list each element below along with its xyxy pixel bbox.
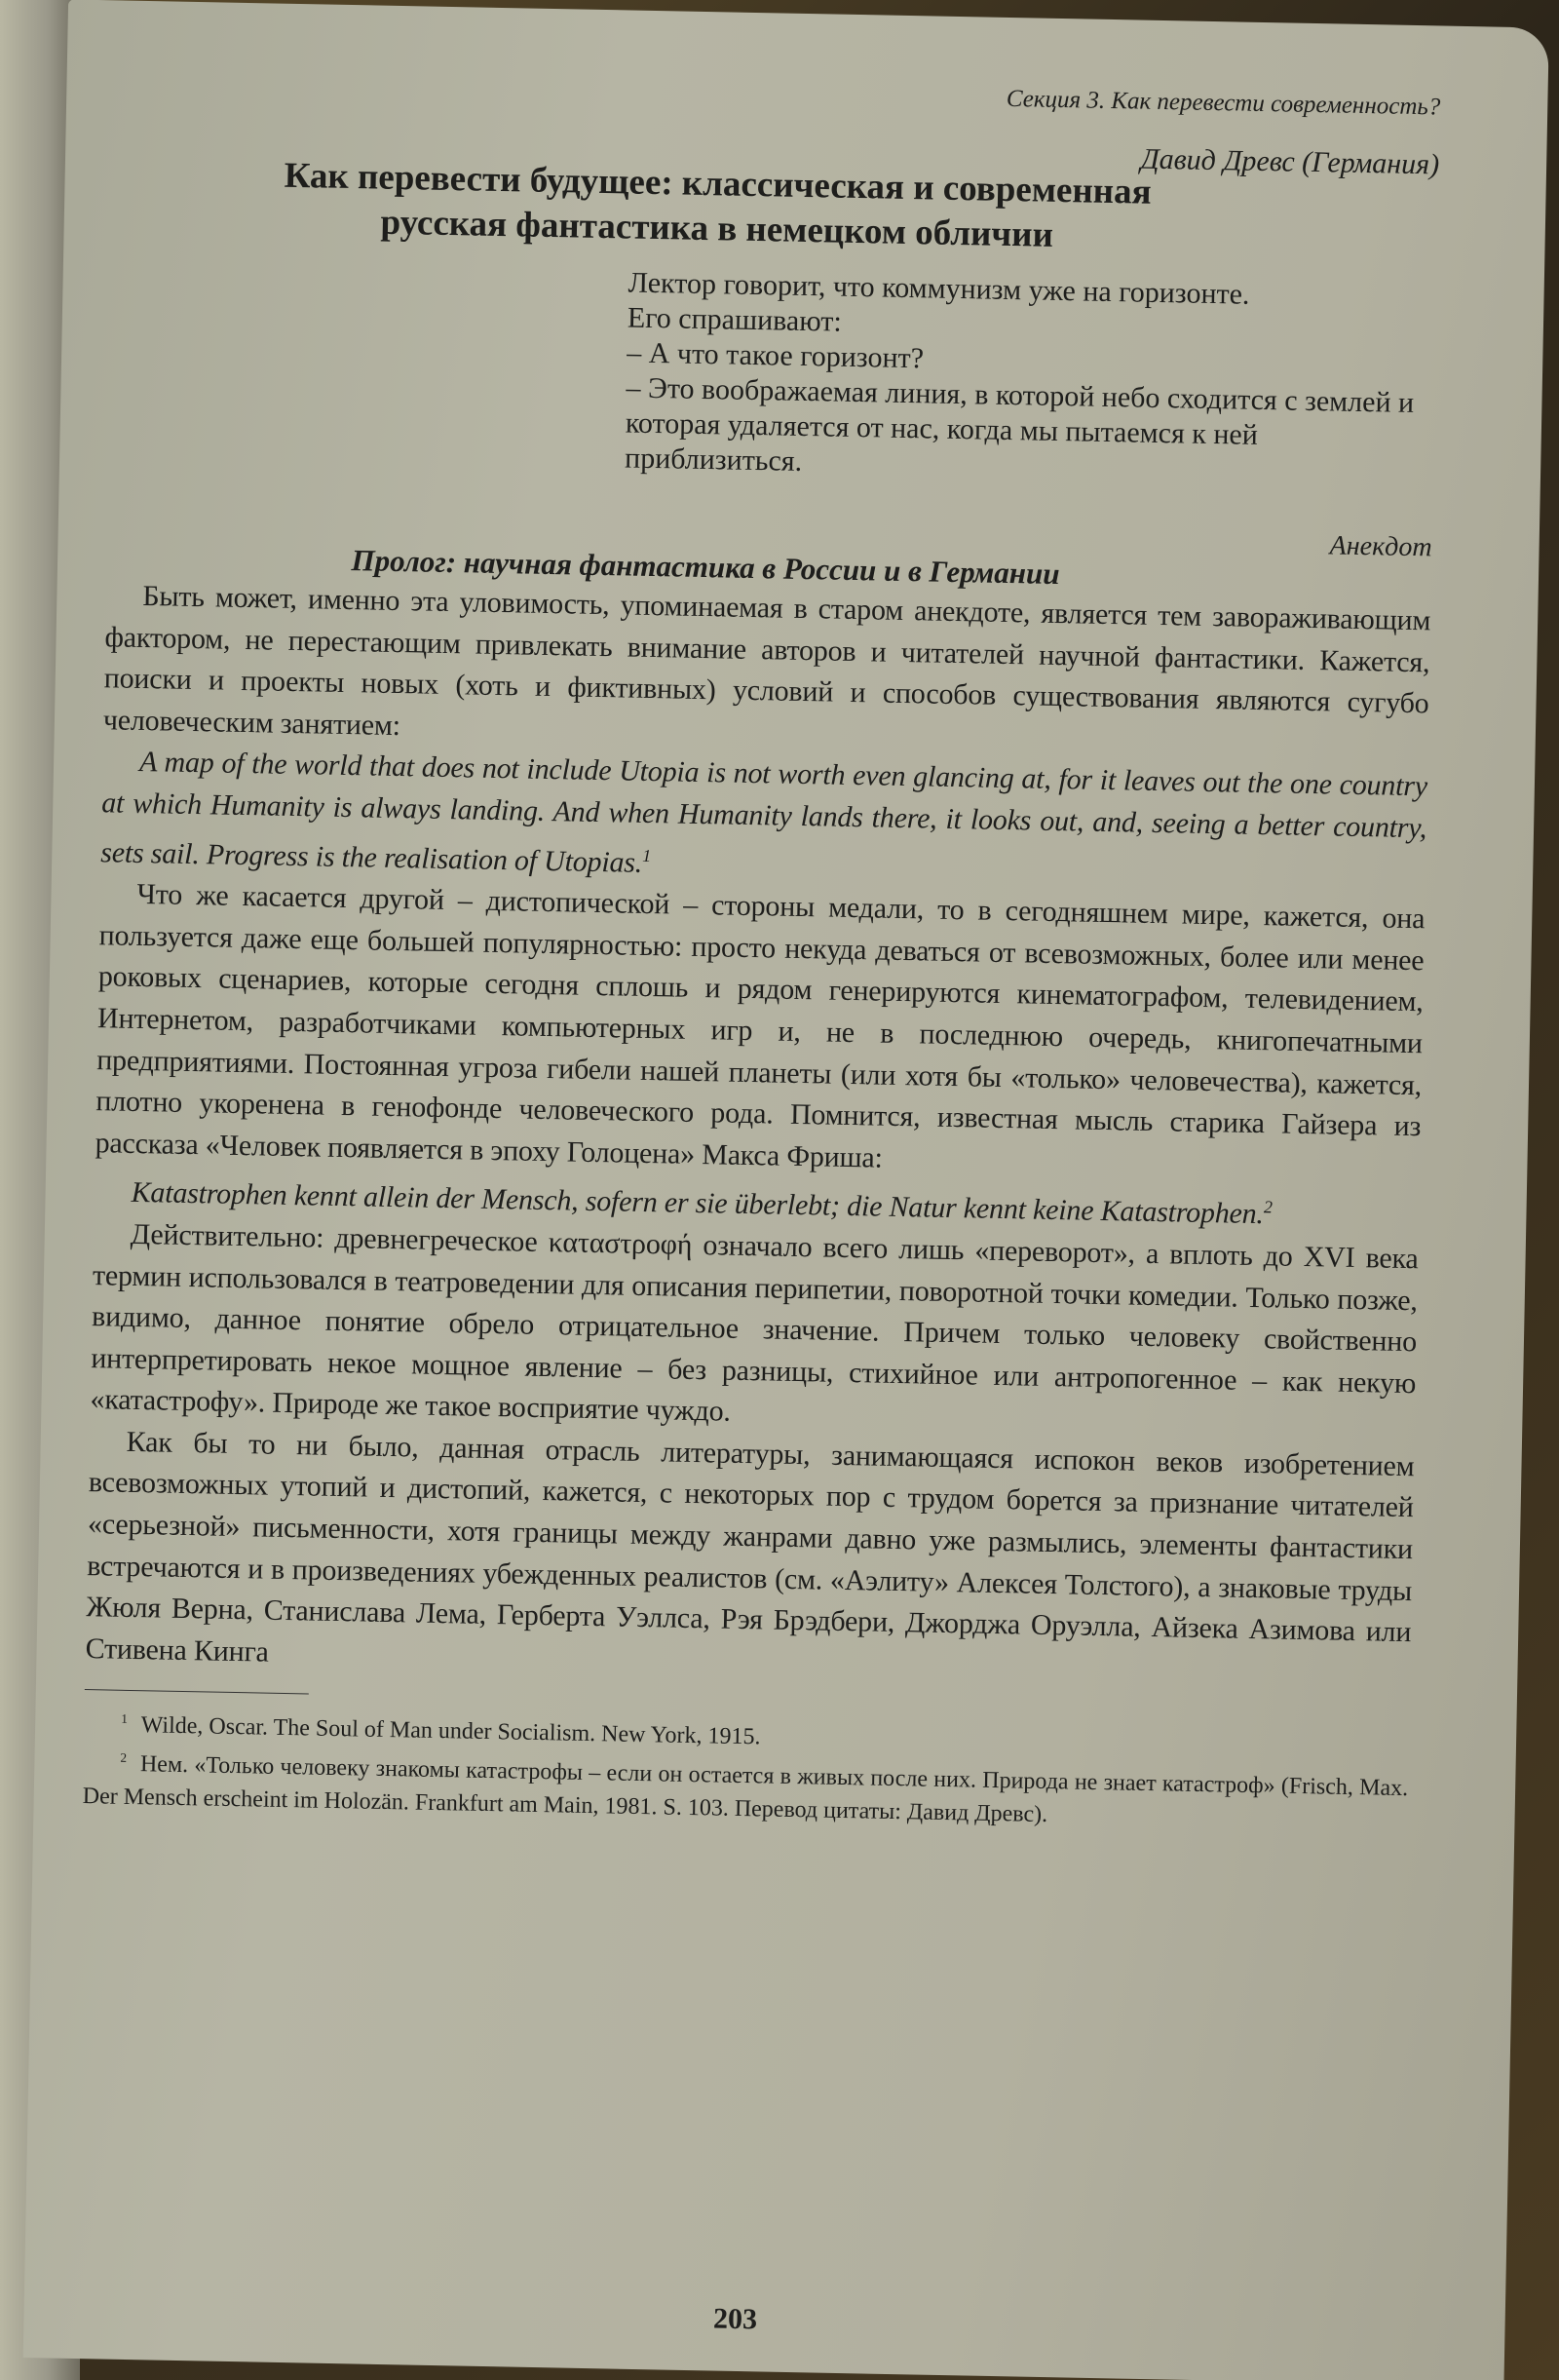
footnote-text: Wilde, Oscar. The Soul of Man under Socialism. New York, 1915.: [140, 1712, 761, 1750]
footnote-number: 2: [120, 1750, 128, 1766]
footnote-ref[interactable]: 1: [642, 845, 652, 865]
book-page: [23, 0, 1549, 2380]
section-title: Пролог: научная фантастика в России и в Германии: [351, 543, 1060, 592]
paragraph: Что же касается другой – дистопической – стороны медали, то в сегодняшнем мире, кажется, она пользуется даже еще большей популярностью: просто некуда деваться от всевозможных, более или менее роковых сценариев, которые сегодня сплошь и рядом генерируются кинематографом, телевидением, Интернетом, разработчиками компьютерных игр и, не в последнюю очередь, книгопечатными предприятиями. Постоянная угроза гибели нашей планеты (или хотя бы «только» человечества), кажется, плотно укоренена в генофонде человеческого рода. Помнится, известная мысль старика Гайзера из рассказа «Человек появляется в эпоху Голоцена» Макса Фриша:: [95, 878, 1426, 1174]
paragraph: Как бы то ни было, данная отрасль литературы, занимающаяся испокон веков изобретением всевозможных утопий и дистопий, кажется, с некоторых пор с трудом борется за признание читателей «серьезной» письменности, хотя границы между жанрами давно уже размылись, элементы фантастики встречаются и в произведениях убежденных реалистов (см. «Аэлиту» Алексея Толстого), а знаковые труды Жюля Верна, Станислава Лема, Герберта Уэллса, Рэя Брэдбери, Джорджа Оруэлла, Айзека Азимова или Стивена Кинга: [85, 1425, 1415, 1669]
epigraph-source: Анекдот: [1329, 530, 1432, 563]
author-name: Давид Древс (Германия): [1140, 142, 1440, 181]
footnote-text: Нем. «Только человеку знакомы катастрофы – если он остается в живых после них. Природа не знает катастроф» (Frisch, Max. Der Mensch erscheint im Holozän. Frankfurt am Main, 1981. S. 103. Перевод цитаты: Давид Древс).: [82, 1751, 1409, 1828]
epigraph-line: – Это воображаемая линия, в которой небо сходится с землей и которая удаляется от нас, когда мы пытаемся к ней приблизиться.: [624, 371, 1415, 478]
title-line: Как перевести будущее: классическая и современная: [284, 155, 1152, 212]
page-content: [82, 68, 1441, 2336]
epigraph-line: Его спрашивают:: [627, 301, 843, 338]
paragraph: Быть может, именно эта уловимость, упоминаемая в старом анекдоте, является тем завораживающим фактором, не перестающим привлекать внимание авторов и читателей научной фантастики. Кажется, поиски и проекты новых (хоть и фиктивных) условий и способов существования являются сугубо человеческим занятием:: [102, 579, 1431, 742]
footnote-divider: [85, 1689, 309, 1694]
footnote-ref[interactable]: 2: [1263, 1197, 1273, 1217]
quote-text: A map of the world that does not include Utopia is not worth even glancing at, for it leaves out the one country at which Humanity is always landing. And when Humanity lands there, it looks out, and, seeing a better country, sets sail. Progress is the realisation of Utopias.: [100, 746, 1428, 879]
footnote-number: 1: [121, 1711, 129, 1727]
epigraph-line: – А что такое горизонт?: [626, 336, 925, 375]
title-line: русская фантастика в немецком обличии: [380, 202, 1054, 255]
running-header: Секция 3. Как перевести современность?: [1006, 85, 1441, 121]
paragraph: Действительно: древнегреческое καταστροφή означало всего лишь «переворот», а вплоть до XVI века термин использовался в театроведении для описания перипетии, поворотной точки комедии. Только позже, видимо, данное понятие обрело отрицательное значение. Причем только человеку свойственно интерпретировать некое мощное явление – без разницы, стихийное или антропогенное – как некую «катастрофу». Природе же такое восприятие чуждо.: [90, 1217, 1419, 1429]
epigraph-line: Лектор говорит, что коммунизм уже на горизонте.: [627, 266, 1250, 311]
quote-text: Katastrophen kennt allein der Mensch, sofern er sie überlebt; die Natur kennt keine Katastrophen.: [131, 1176, 1265, 1231]
body-text: [85, 575, 1430, 1695]
quote-paragraph: [100, 742, 1427, 900]
epigraph: [625, 265, 1437, 491]
footnotes: [82, 1702, 1409, 1838]
page-number: 203: [712, 2302, 758, 2336]
